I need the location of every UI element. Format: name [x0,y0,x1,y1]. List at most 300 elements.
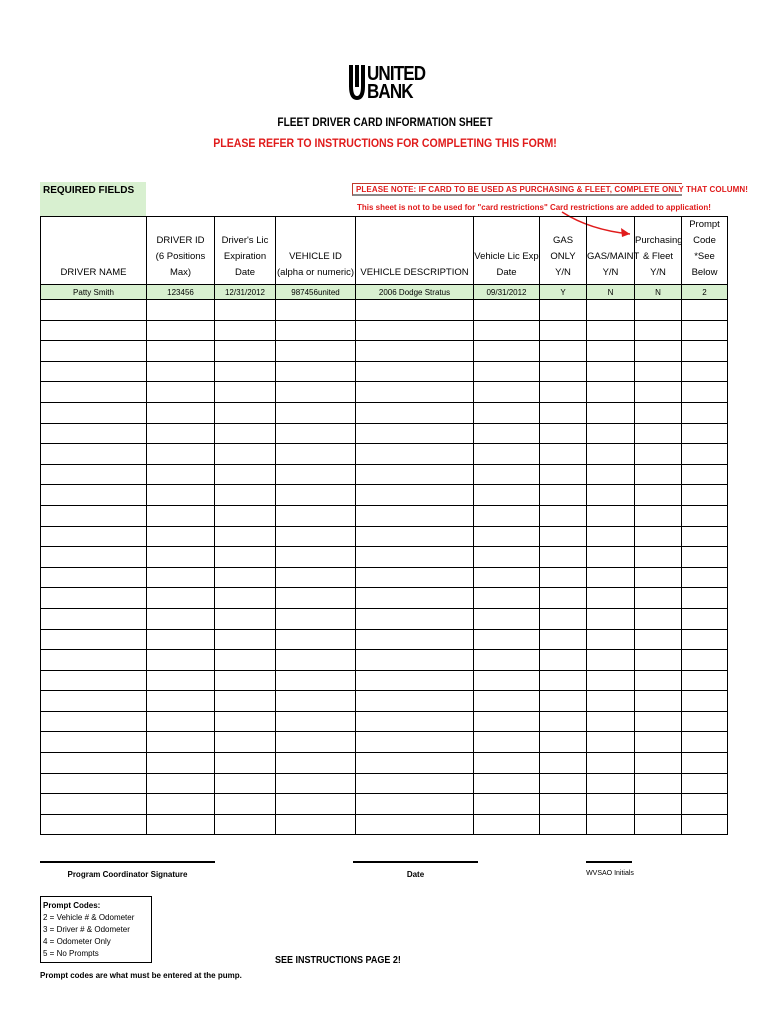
table-cell[interactable] [41,629,147,650]
table-cell[interactable] [682,753,728,774]
table-cell[interactable] [41,608,147,629]
table-cell[interactable] [587,341,635,362]
table-cell[interactable] [215,547,276,568]
table-cell[interactable] [540,567,587,588]
table-cell[interactable] [215,670,276,691]
table-cell[interactable] [635,485,682,506]
table-cell[interactable] [147,300,215,321]
table-cell[interactable] [276,753,356,774]
table-cell[interactable] [540,320,587,341]
table-cell[interactable] [635,588,682,609]
table-row [41,382,728,403]
table-cell[interactable] [635,505,682,526]
table-cell[interactable] [682,670,728,691]
table-cell[interactable] [356,361,474,382]
table-cell[interactable] [215,608,276,629]
table-cell[interactable] [215,814,276,835]
prompt-code-item: 4 = Odometer Only [43,937,111,946]
table-cell[interactable] [682,505,728,526]
table-cell[interactable] [147,423,215,444]
table-cell[interactable] [474,753,540,774]
table-cell[interactable] [474,423,540,444]
table-cell[interactable] [356,526,474,547]
example-cell[interactable]: 2 [682,285,728,300]
header-label: Prompt Code [689,219,720,246]
table-cell[interactable] [587,547,635,568]
column-header [682,217,728,285]
table-cell[interactable] [682,773,728,794]
table-cell[interactable] [682,567,728,588]
table-cell[interactable] [474,814,540,835]
table-cell[interactable] [276,505,356,526]
table-cell[interactable] [540,402,587,423]
table-cell[interactable] [587,753,635,774]
table-cell[interactable] [635,464,682,485]
header-label: Y/N [602,267,619,278]
table-cell[interactable] [635,341,682,362]
table-cell[interactable] [41,814,147,835]
table-cell[interactable] [474,320,540,341]
table-cell[interactable] [41,423,147,444]
table-cell[interactable] [41,588,147,609]
table-cell[interactable] [587,814,635,835]
table-cell[interactable] [356,464,474,485]
table-cell[interactable] [41,773,147,794]
table-cell[interactable] [356,485,474,506]
table-cell[interactable] [587,711,635,732]
table-cell[interactable] [540,505,587,526]
table-cell[interactable] [215,300,276,321]
table-cell[interactable] [147,341,215,362]
initials-label: WVSAO Initials [586,870,634,877]
table-cell[interactable] [474,382,540,403]
table-cell[interactable] [635,794,682,815]
example-cell[interactable]: 12/31/2012 [215,285,276,300]
table-row [41,608,728,629]
example-cell[interactable]: 09/31/2012 [474,285,540,300]
table-cell[interactable] [635,423,682,444]
table-cell[interactable] [41,485,147,506]
table-cell[interactable] [41,732,147,753]
table-row [41,444,728,465]
table-cell[interactable] [635,300,682,321]
table-cell[interactable] [215,402,276,423]
table-cell[interactable] [635,732,682,753]
table-cell[interactable] [682,341,728,362]
table-cell[interactable] [215,794,276,815]
table-cell[interactable] [276,608,356,629]
table-cell[interactable] [474,773,540,794]
table-cell[interactable] [587,464,635,485]
table-cell[interactable] [356,588,474,609]
coordinator-signature-label: Program Coordinator Signature [67,870,188,879]
driver-table [40,216,728,835]
table-cell[interactable] [474,341,540,362]
table-cell[interactable] [474,526,540,547]
table-cell[interactable] [147,650,215,671]
page-subtitle: PLEASE REFER TO INSTRUCTIONS FOR COMPLETING THIS FORM! [213,136,557,150]
table-cell[interactable] [474,670,540,691]
column-header [540,217,587,285]
table-row [41,773,728,794]
table-cell[interactable] [147,567,215,588]
example-cell[interactable]: N [635,285,682,300]
table-cell[interactable] [41,505,147,526]
table-cell[interactable] [147,382,215,403]
table-cell[interactable] [356,402,474,423]
table-cell[interactable] [276,444,356,465]
table-cell[interactable] [215,691,276,712]
table-cell[interactable] [147,732,215,753]
table-cell[interactable] [682,526,728,547]
prompt-codes-footer: Prompt codes are what must be entered at the pump. [40,971,242,980]
table-cell[interactable] [587,588,635,609]
table-cell[interactable] [276,382,356,403]
table-cell[interactable] [540,464,587,485]
table-cell[interactable] [540,382,587,403]
table-cell[interactable] [41,444,147,465]
table-cell[interactable] [41,794,147,815]
table-cell[interactable] [147,485,215,506]
table-cell[interactable] [682,588,728,609]
table-cell[interactable] [356,753,474,774]
example-cell[interactable]: Y [540,285,587,300]
table-cell[interactable] [540,814,587,835]
table-cell[interactable] [356,567,474,588]
table-cell[interactable] [276,629,356,650]
table-cell[interactable] [276,300,356,321]
table-cell[interactable] [635,320,682,341]
table-cell[interactable] [41,650,147,671]
table-cell[interactable] [147,608,215,629]
table-cell[interactable] [540,423,587,444]
table-cell[interactable] [215,629,276,650]
table-cell[interactable] [540,650,587,671]
example-cell[interactable]: N [587,285,635,300]
table-cell[interactable] [635,650,682,671]
logo-line-1: UNITED [367,63,426,85]
table-cell[interactable] [635,670,682,691]
table-cell[interactable] [587,773,635,794]
table-cell[interactable] [215,423,276,444]
table-cell[interactable] [587,505,635,526]
table-cell[interactable] [635,567,682,588]
table-cell[interactable] [682,361,728,382]
table-cell[interactable] [356,300,474,321]
table-cell[interactable] [41,464,147,485]
table-cell[interactable] [682,711,728,732]
required-fields-label: REQUIRED FIELDS [40,182,146,216]
table-cell[interactable] [215,650,276,671]
table-cell[interactable] [276,794,356,815]
date-line [353,861,478,863]
table-cell[interactable] [587,608,635,629]
table-cell[interactable] [147,773,215,794]
table-cell[interactable] [147,794,215,815]
table-cell[interactable] [147,402,215,423]
table-cell[interactable] [215,320,276,341]
table-cell[interactable] [356,773,474,794]
table-cell[interactable] [356,711,474,732]
table-cell[interactable] [474,588,540,609]
table-cell[interactable] [540,588,587,609]
table-cell[interactable] [540,300,587,321]
table-row [41,691,728,712]
table-cell[interactable] [635,608,682,629]
table-cell[interactable] [587,670,635,691]
table-cell[interactable] [540,794,587,815]
table-cell[interactable] [41,402,147,423]
table-cell[interactable] [356,382,474,403]
table-cell[interactable] [682,794,728,815]
table-cell[interactable] [474,402,540,423]
logo [348,63,426,104]
table-cell[interactable] [41,567,147,588]
table-cell[interactable] [682,650,728,671]
table-cell[interactable] [635,773,682,794]
table-cell[interactable] [540,753,587,774]
table-cell[interactable] [587,423,635,444]
table-cell[interactable] [276,670,356,691]
table-cell[interactable] [276,650,356,671]
table-cell[interactable] [215,382,276,403]
table-cell[interactable] [147,691,215,712]
table-cell[interactable] [587,402,635,423]
table-cell[interactable] [635,753,682,774]
table-cell[interactable] [682,814,728,835]
table-cell[interactable] [635,814,682,835]
table-cell[interactable] [587,382,635,403]
table-cell[interactable] [587,629,635,650]
table-cell[interactable] [587,300,635,321]
table-cell[interactable] [635,547,682,568]
table-cell[interactable] [41,691,147,712]
column-header [215,217,276,285]
table-cell[interactable] [587,526,635,547]
table-cell[interactable] [540,670,587,691]
table-cell[interactable] [41,711,147,732]
table-cell[interactable] [147,444,215,465]
table-cell[interactable] [215,773,276,794]
example-cell[interactable]: 987456united [276,285,356,300]
table-cell[interactable] [635,361,682,382]
table-cell[interactable] [540,629,587,650]
table-cell[interactable] [41,670,147,691]
table-cell[interactable] [587,794,635,815]
column-header [635,217,682,285]
table-cell[interactable] [474,300,540,321]
table-cell[interactable] [682,320,728,341]
table-cell[interactable] [276,711,356,732]
table-cell[interactable] [682,300,728,321]
table-cell[interactable] [276,526,356,547]
table-cell[interactable] [356,814,474,835]
table-cell[interactable] [215,505,276,526]
table-cell[interactable] [147,670,215,691]
table-cell[interactable] [276,588,356,609]
table-cell[interactable] [474,547,540,568]
table-cell[interactable] [540,732,587,753]
table-cell[interactable] [276,341,356,362]
column-header [41,217,147,285]
table-cell[interactable] [474,711,540,732]
prompt-code-item: 5 = No Prompts [43,949,99,958]
table-cell[interactable] [635,444,682,465]
table-row [41,547,728,568]
table-cell[interactable] [540,691,587,712]
table-cell[interactable] [147,711,215,732]
table-cell[interactable] [682,547,728,568]
table-cell[interactable] [682,485,728,506]
table-cell[interactable] [147,547,215,568]
table-row [41,711,728,732]
table-cell[interactable] [276,567,356,588]
table-cell[interactable] [540,526,587,547]
table-cell[interactable] [215,732,276,753]
page-title: FLEET DRIVER CARD INFORMATION SHEET [277,117,493,129]
table-cell[interactable] [540,361,587,382]
table-cell[interactable] [682,629,728,650]
table-cell[interactable] [682,382,728,403]
table-cell[interactable] [587,444,635,465]
table-cell[interactable] [587,691,635,712]
table-cell[interactable] [41,382,147,403]
table-cell[interactable] [474,464,540,485]
table-cell[interactable] [356,547,474,568]
table-cell[interactable] [41,361,147,382]
table-cell[interactable] [276,732,356,753]
table-cell[interactable] [356,691,474,712]
table-cell[interactable] [41,526,147,547]
table-cell[interactable] [147,320,215,341]
table-cell[interactable] [215,444,276,465]
table-cell[interactable] [635,691,682,712]
table-cell[interactable] [356,320,474,341]
table-cell[interactable] [356,794,474,815]
table-cell[interactable] [41,341,147,362]
table-cell[interactable] [635,711,682,732]
table-cell[interactable] [276,361,356,382]
table-cell[interactable] [41,753,147,774]
table-cell[interactable] [356,341,474,362]
table-cell[interactable] [540,341,587,362]
table-cell[interactable] [276,773,356,794]
table-cell[interactable] [356,444,474,465]
table-cell[interactable] [147,361,215,382]
table-cell[interactable] [41,300,147,321]
table-cell[interactable] [276,320,356,341]
table-cell[interactable] [474,691,540,712]
table-cell[interactable] [147,629,215,650]
table-cell[interactable] [147,588,215,609]
table-cell[interactable] [215,588,276,609]
table-cell[interactable] [587,732,635,753]
example-cell[interactable]: 2006 Dodge Stratus [356,285,474,300]
table-row [41,341,728,362]
table-cell[interactable] [587,485,635,506]
table-cell[interactable] [540,711,587,732]
table-cell[interactable] [147,753,215,774]
table-cell[interactable] [540,547,587,568]
table-cell[interactable] [474,732,540,753]
table-row [41,794,728,815]
table-cell[interactable] [540,444,587,465]
table-cell[interactable] [41,547,147,568]
table-cell[interactable] [540,485,587,506]
table-cell[interactable] [540,608,587,629]
table-cell[interactable] [356,423,474,444]
table-cell[interactable] [356,670,474,691]
table-cell[interactable] [215,567,276,588]
table-cell[interactable] [682,444,728,465]
table-cell[interactable] [682,732,728,753]
table-cell[interactable] [635,382,682,403]
table-cell[interactable] [635,402,682,423]
table-cell[interactable] [215,485,276,506]
table-cell[interactable] [682,691,728,712]
table-cell[interactable] [276,423,356,444]
table-cell[interactable] [587,320,635,341]
table-cell[interactable] [276,814,356,835]
table-cell[interactable] [587,567,635,588]
table-cell[interactable] [215,341,276,362]
table-cell[interactable] [682,608,728,629]
table-cell[interactable] [682,423,728,444]
example-cell[interactable]: Patty Smith [41,285,147,300]
table-cell[interactable] [474,361,540,382]
table-cell[interactable] [635,526,682,547]
table-cell[interactable] [474,794,540,815]
table-cell[interactable] [587,650,635,671]
example-cell[interactable]: 123456 [147,285,215,300]
table-cell[interactable] [276,485,356,506]
table-cell[interactable] [635,629,682,650]
table-cell[interactable] [147,505,215,526]
table-row [41,567,728,588]
table-cell[interactable] [474,505,540,526]
table-cell[interactable] [540,773,587,794]
table-cell[interactable] [474,650,540,671]
table-cell[interactable] [215,711,276,732]
table-cell[interactable] [474,629,540,650]
table-cell[interactable] [474,567,540,588]
table-cell[interactable] [682,464,728,485]
table-cell[interactable] [276,464,356,485]
table-cell[interactable] [215,464,276,485]
table-cell[interactable] [215,526,276,547]
table-cell[interactable] [147,464,215,485]
table-cell[interactable] [474,608,540,629]
table-cell[interactable] [215,361,276,382]
table-cell[interactable] [41,320,147,341]
table-cell[interactable] [474,444,540,465]
table-cell[interactable] [356,629,474,650]
table-cell[interactable] [147,526,215,547]
table-cell[interactable] [276,547,356,568]
table-cell[interactable] [682,402,728,423]
table-cell[interactable] [356,505,474,526]
table-cell[interactable] [276,691,356,712]
table-cell[interactable] [276,402,356,423]
table-cell[interactable] [356,732,474,753]
table-cell[interactable] [474,485,540,506]
table-cell[interactable] [147,814,215,835]
table-cell[interactable] [356,650,474,671]
table-cell[interactable] [215,753,276,774]
table-cell[interactable] [356,608,474,629]
table-row [41,814,728,835]
table-cell[interactable] [587,361,635,382]
